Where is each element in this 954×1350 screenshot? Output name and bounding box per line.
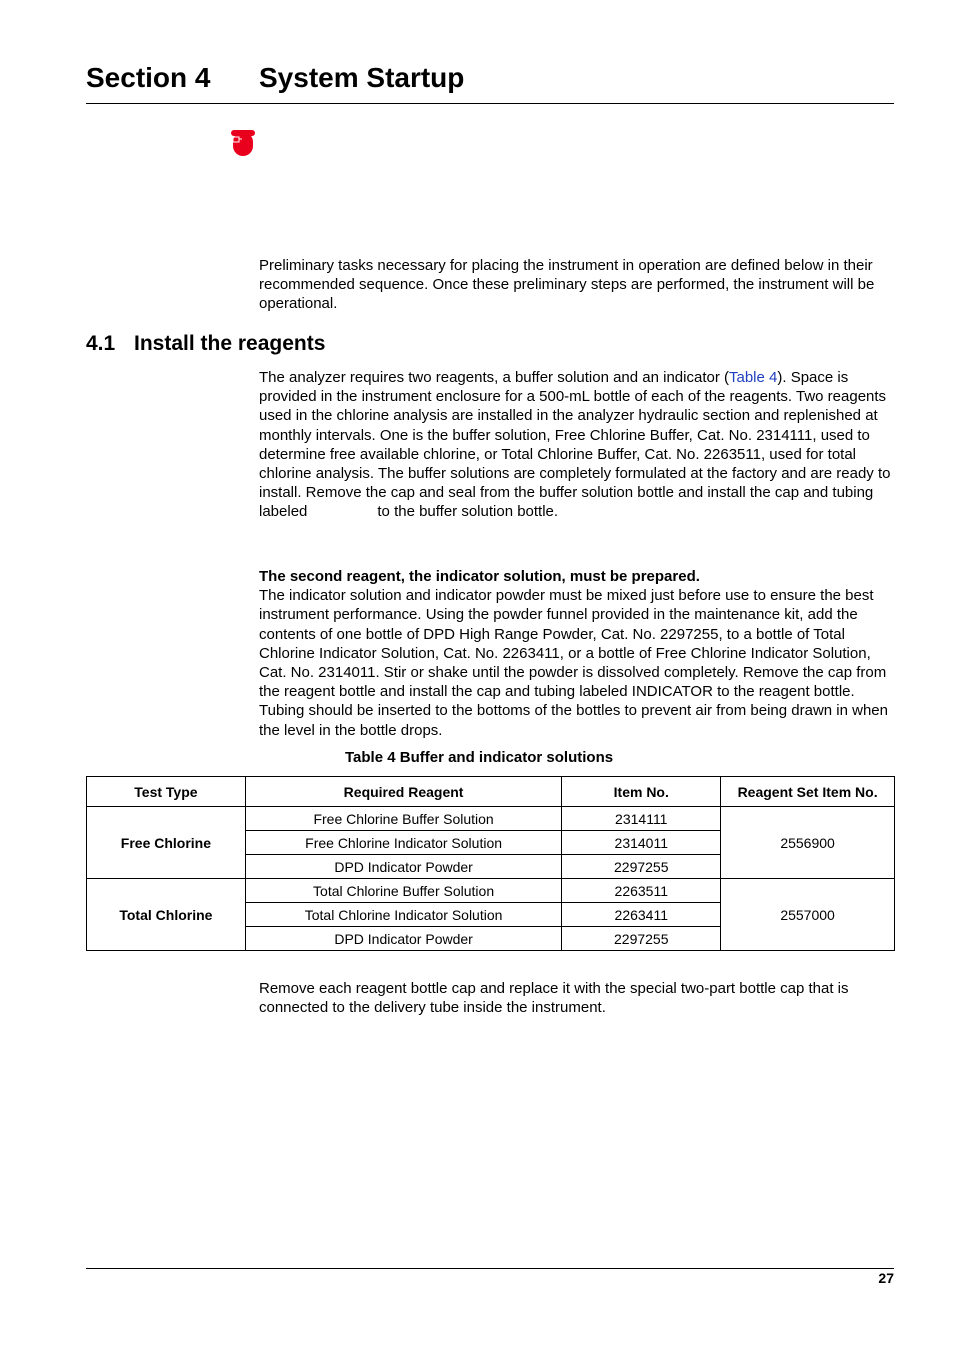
set-item-cell: 2556900 [721, 807, 895, 879]
reagents-paragraph [259, 368, 895, 522]
header-test-type: Test Type [87, 777, 246, 807]
footer-rule [86, 1268, 894, 1269]
reagent-cell: DPD Indicator Powder [245, 927, 562, 951]
test-type-cell: Free Chlorine [87, 807, 246, 879]
reagents-table [86, 776, 895, 951]
reagents-text-2: ). Space is provided in the instrument enclosure for a 500-mL bottle of each of the reagents. Two reagents used in the chlorine analysis are installed in the analyzer hydraulic section and replenished at monthly intervals. One is the buffer solution, Free Chlorine Buffer, Cat. No. 2314111, used to determine free available chlorine, or Total Chlorine Buffer, Cat. No. 2263511, used for total chlorine analysis. The buffer solutions are completely formulated at the factory and are ready to install. Remove the cap and seal from the buffer solution bottle and install the cap and tubing labeled [259, 369, 891, 521]
table-row [87, 879, 895, 903]
subsection-number: 4.1 [86, 332, 116, 355]
reagents-text-3: to the buffer solution bottle. [377, 503, 559, 521]
table-4-link[interactable]: Table 4 [729, 369, 778, 386]
item-cell: 2263511 [562, 879, 721, 903]
section-number: Section 4 [86, 62, 211, 93]
reagent-cell: Free Chlorine Indicator Solution [245, 831, 562, 855]
table-caption: Table 4 Buffer and indicator solutions [345, 749, 614, 766]
subsection-name: Install the reagents [134, 332, 326, 355]
table-row [87, 807, 895, 831]
safety-goggles-icon [230, 128, 256, 156]
indicator-paragraph [259, 567, 895, 740]
indicator-heading: The second reagent, the indicator solution, must be prepared. [259, 568, 700, 585]
indicator-body: The indicator solution and indicator powder must be mixed just before use to ensure the best instrument performance. Using the powder funnel provided in the maintenance kit, add the contents of one bottle of DPD High Range Powder, Cat. No. 2297255, to a bottle of Total Chlorine Indicator Solution, Cat. No. 2263411, or a bottle of Free Chlorine Indicator Solution, Cat. No. 2314011. Stir or shake until the powder is dissolved completely. Remove the cap from the reagent bottle and install the cap and tubing labeled INDICATOR to the reagent bottle. Tubing should be inserted to the bottoms of the bottles to prevent air from being drawn in when the level in the bottle drops. [259, 587, 888, 739]
item-cell: 2297255 [562, 927, 721, 951]
subsection-title [86, 330, 325, 358]
header-reagent-set: Reagent Set Item No. [721, 777, 895, 807]
item-cell: 2314111 [562, 807, 721, 831]
intro-paragraph: Preliminary tasks necessary for placing the instrument in operation are defined below in their recommended sequence. Once these preliminary steps are performed, the instrument will be operational. [259, 257, 875, 313]
reagent-cell: Total Chlorine Buffer Solution [245, 879, 562, 903]
reagents-text-1: The analyzer requires two reagents, a buffer solution and an indicator ( [259, 369, 729, 386]
remove-cap-paragraph: Remove each reagent bottle cap and replace it with the special two-part bottle cap that is connected to the delivery tube inside the instrument. [259, 980, 849, 1017]
test-type-cell: Total Chlorine [87, 879, 246, 951]
reagent-cell: Free Chlorine Buffer Solution [245, 807, 562, 831]
header-item-no: Item No. [562, 777, 721, 807]
item-cell: 2297255 [562, 855, 721, 879]
table-header-row [87, 777, 895, 807]
item-cell: 2263411 [562, 903, 721, 927]
page-number: 27 [878, 1270, 894, 1286]
section-title [86, 58, 894, 98]
header-required-reagent: Required Reagent [245, 777, 562, 807]
title-rule [86, 103, 894, 104]
reagent-cell: Total Chlorine Indicator Solution [245, 903, 562, 927]
item-cell: 2314011 [562, 831, 721, 855]
section-name: System Startup [259, 62, 465, 93]
set-item-cell: 2557000 [721, 879, 895, 951]
reagent-cell: DPD Indicator Powder [245, 855, 562, 879]
